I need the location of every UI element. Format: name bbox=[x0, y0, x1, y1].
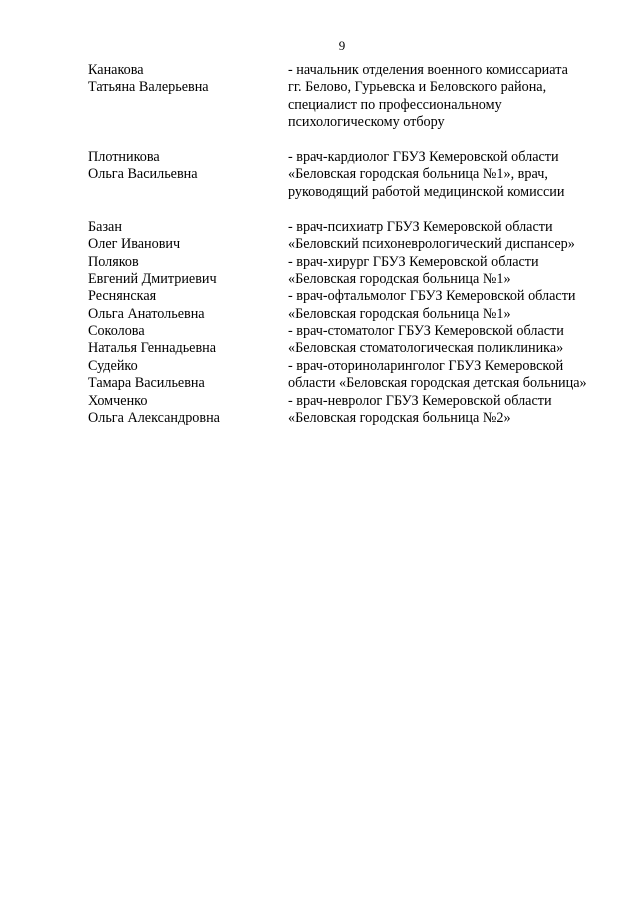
member-surname: Канакова bbox=[88, 62, 144, 78]
member-position bbox=[288, 254, 618, 289]
member-entry bbox=[88, 288, 618, 323]
position-line: - врач-психиатр ГБУЗ Кемеровской области bbox=[288, 218, 553, 235]
member-name bbox=[88, 62, 288, 97]
position-line: руководящий работой медицинской комиссии bbox=[288, 183, 565, 200]
member-entry bbox=[88, 323, 618, 358]
position-line: - врач-кардиолог ГБУЗ Кемеровской области bbox=[288, 149, 559, 166]
member-surname: Соколова bbox=[88, 323, 145, 340]
page-number: 9 bbox=[338, 38, 346, 53]
position-line: «Беловская городская больница №2» bbox=[288, 410, 511, 427]
member-surname: Плотникова bbox=[88, 149, 160, 166]
member-entry bbox=[88, 393, 618, 428]
position-line: - врач-стоматолог ГБУЗ Кемеровской области bbox=[288, 323, 564, 340]
member-given-name: Евгений Дмитриевич bbox=[88, 270, 217, 287]
position-line: «Беловский психоневрологический диспансер» bbox=[288, 236, 575, 253]
position-line: гг. Белово, Гурьевска и Беловского района, bbox=[288, 79, 547, 96]
position-line: «Беловская городская больница №1» bbox=[288, 305, 511, 322]
position-line: «Беловская городская больница №1», врач, bbox=[288, 166, 548, 183]
member-given-name: Ольга Анатольевна bbox=[88, 305, 205, 322]
member-entry bbox=[88, 62, 618, 132]
member-given-name: Ольга Васильевна bbox=[88, 166, 198, 183]
member-name bbox=[88, 288, 288, 323]
member-position bbox=[288, 323, 618, 358]
member-position bbox=[288, 358, 618, 393]
member-given-name: Татьяна Валерьевна bbox=[88, 79, 209, 96]
position-line: «Беловская стоматологическая поликлиника» bbox=[288, 340, 564, 357]
position-line: области «Беловская городская детская больница» bbox=[288, 375, 587, 392]
member-name bbox=[88, 254, 288, 289]
position-line: - врач-невролог ГБУЗ Кемеровской области bbox=[288, 392, 552, 409]
position-line: - начальник отделения военного комиссариата bbox=[288, 62, 568, 78]
member-name bbox=[88, 219, 288, 254]
member-position bbox=[288, 219, 618, 254]
member-name bbox=[88, 323, 288, 358]
member-entry bbox=[88, 358, 618, 393]
commission-members-list bbox=[88, 62, 618, 427]
member-given-name: Ольга Александровна bbox=[88, 410, 220, 427]
position-line: - врач-оториноларинголог ГБУЗ Кемеровской bbox=[288, 357, 564, 374]
position-line: - врач-хирург ГБУЗ Кемеровской области bbox=[288, 253, 539, 270]
member-entry bbox=[88, 149, 618, 201]
position-line: - врач-офтальмолог ГБУЗ Кемеровской области bbox=[288, 288, 576, 305]
member-given-name: Тамара Васильевна bbox=[88, 375, 205, 392]
member-given-name: Олег Иванович bbox=[88, 236, 181, 253]
member-position bbox=[288, 393, 618, 428]
member-surname: Базан bbox=[88, 218, 122, 235]
position-line: «Беловская городская больница №1» bbox=[288, 270, 511, 287]
member-position bbox=[288, 62, 618, 132]
member-name bbox=[88, 149, 288, 184]
member-surname: Судейко bbox=[88, 357, 138, 374]
member-position bbox=[288, 149, 618, 201]
member-name bbox=[88, 358, 288, 393]
member-entry bbox=[88, 254, 618, 289]
member-surname: Поляков bbox=[88, 253, 139, 270]
member-name bbox=[88, 393, 288, 428]
member-given-name: Наталья Геннадьевна bbox=[88, 340, 217, 357]
position-line: психологическому отбору bbox=[288, 114, 445, 131]
member-position bbox=[288, 288, 618, 323]
member-entry bbox=[88, 219, 618, 254]
member-surname: Хомченко bbox=[88, 392, 148, 409]
member-surname: Реснянская bbox=[88, 288, 157, 305]
position-line: специалист по профессиональному bbox=[288, 96, 502, 113]
